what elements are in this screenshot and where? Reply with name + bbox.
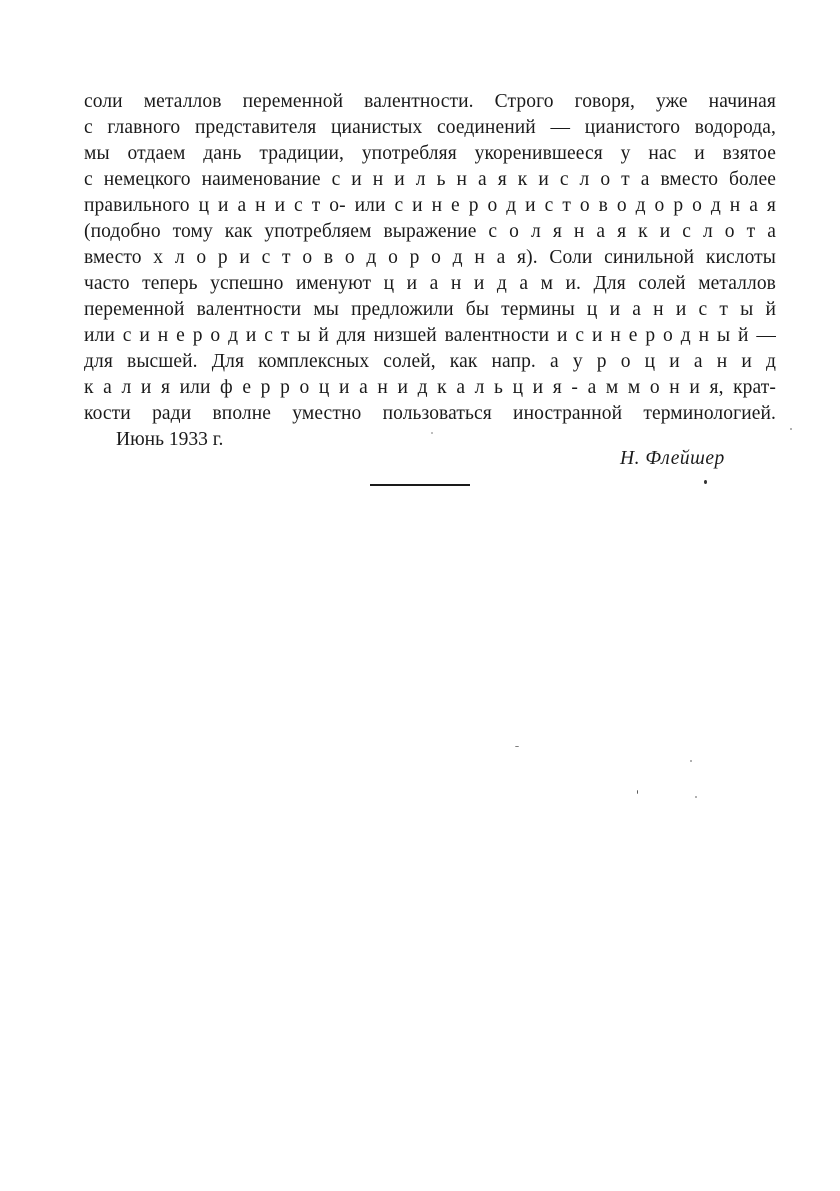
- date-line: Июнь 1933 г.: [116, 429, 224, 450]
- paragraph-line-10: или с и н е р о д и с т ы й для низшей валентности и с и н е р о д н ы й —: [84, 325, 776, 346]
- scan-speck: [515, 746, 519, 747]
- scan-speck: [690, 760, 692, 762]
- scan-speck: [431, 432, 433, 434]
- paragraph-line-8: часто теперь успешно именуют ц и а н и д а м и. Для солей металлов: [84, 273, 776, 294]
- scan-speck: [637, 790, 638, 794]
- scan-speck: [704, 480, 707, 484]
- section-divider-rule: [370, 484, 470, 486]
- paragraph-line-1: соли металлов переменной валентности. Строго говоря, уже начиная: [84, 91, 776, 112]
- paragraph-line-5: правильного ц и а н и с т о- или с и н е р о д и с т о в о д о р о д н а я: [84, 195, 776, 216]
- scan-speck: [695, 796, 697, 798]
- paragraph-line-6: (подобно тому как употребляем выражение с о л я н а я к и с л о т а: [84, 221, 776, 242]
- paragraph-line-2: с главного представителя цианистых соединений — цианистого водорода,: [84, 117, 776, 138]
- paragraph-line-7: вместо х л о р и с т о в о д о р о д н а я). Соли синильной кислоты: [84, 247, 776, 268]
- paragraph-line-13: кости ради вполне уместно пользоваться иностранной терминологией.: [84, 403, 776, 424]
- paragraph-line-11: для высшей. Для комплексных солей, как напр. а у р о ц и а н и д: [84, 351, 776, 372]
- paragraph-line-9: переменной валентности мы предложили бы термины ц и а н и с т ы й: [84, 299, 776, 320]
- author-signature: Н. Флейшер: [620, 448, 725, 469]
- scan-speck: [790, 428, 792, 430]
- paragraph-line-4: с немецкого наименование с и н и л ь н а я к и с л о т а вместо более: [84, 169, 776, 190]
- paragraph-line-12: к а л и я или ф е р р о ц и а н и д к а л ь ц и я - а м м о н и я, крат-: [84, 377, 776, 398]
- paragraph-line-3: мы отдаем дань традиции, употребляя укоренившееся у нас и взятое: [84, 143, 776, 164]
